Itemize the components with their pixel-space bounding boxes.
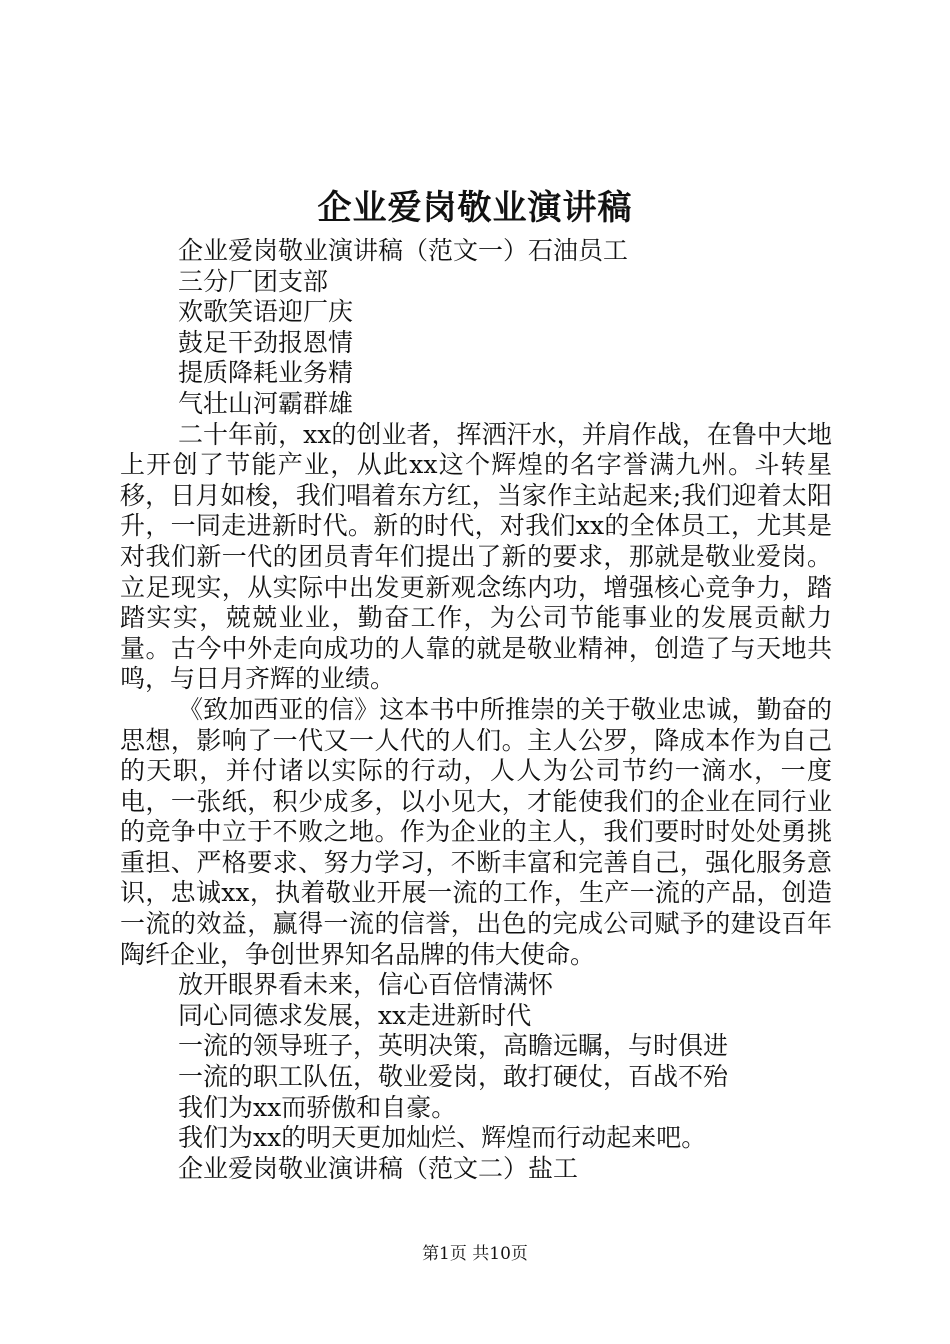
text-line: 提质降耗业务精 xyxy=(178,358,354,388)
text-line: 放开眼界看未来，信心百倍情满怀 xyxy=(178,970,554,1000)
document-body xyxy=(120,236,832,1184)
text-line: 同心同德求发展，xx走进新时代 xyxy=(178,1000,532,1030)
text-line: 我们为xx而骄傲和自豪。 xyxy=(178,1092,457,1122)
page-footer: 第1页 共10页 xyxy=(422,1244,528,1264)
text-line: 气壮山河霸群雄 xyxy=(178,388,354,418)
document-title: 企业爱岗敬业演讲稿 xyxy=(317,188,633,228)
body-paragraph: 二十年前，xx的创业者，挥洒汗水，并肩作战，在鲁中大地上开创了节能产业，从此xx这个辉煌的名字誉满九州。斗转星移，日月如梭，我们唱着东方红，当家作主站起来;我们迎着太阳升，一同走进新时代。新的时代，对我们xx的全体员工，尤其是对我们新一代的团员青年们提出了新的要求，那就是敬业爱岗。立足现实，从实际中出发更新观念练内功，增强核心竞争力，踏踏实实，兢兢业业，勤奋工作，为公司节能事业的发展贡献力量。古今中外走向成功的人靠的就是敬业精神，创造了与天地共鸣，与日月齐辉的业绩。 xyxy=(120,419,832,694)
text-line: 欢歌笑语迎厂庆 xyxy=(178,297,354,327)
text-line: 鼓足干劲报恩情 xyxy=(178,327,354,357)
text-line: 企业爱岗敬业演讲稿（范文二）盐工 xyxy=(178,1153,579,1183)
text-line: 企业爱岗敬业演讲稿（范文一）石油员工 xyxy=(178,236,629,265)
body-paragraph: 《致加西亚的信》这本书中所推崇的关于敬业忠诚，勤奋的思想，影响了一代又一人代的人们。主人公罗，降成本作为自己的天职，并付诸以实际的行动，人人为公司节约一滴水，一度电，一张纸，积少成多，以小见大，才能使我们的企业在同行业的竞争中立于不败之地。作为企业的主人，我们要时时处处勇挑重担、严格要求、努力学习，不断丰富和完善自己，强化服务意识，忠诚xx，执着敬业开展一流的工作，生产一流的产品，创造一流的效益，赢得一流的信誉，出色的完成公司赋予的建设百年陶纤企业，争创世界知名品牌的伟大使命。 xyxy=(120,694,832,969)
text-line: 我们为xx的明天更加灿烂、辉煌而行动起来吧。 xyxy=(178,1123,707,1153)
text-line: 一流的职工队伍，敬业爱岗，敢打硬仗，百战不殆 xyxy=(178,1062,729,1092)
text-line: 一流的领导班子，英明决策，高瞻远瞩，与时俱进 xyxy=(178,1031,729,1061)
text-line: 三分厂团支部 xyxy=(178,266,329,296)
